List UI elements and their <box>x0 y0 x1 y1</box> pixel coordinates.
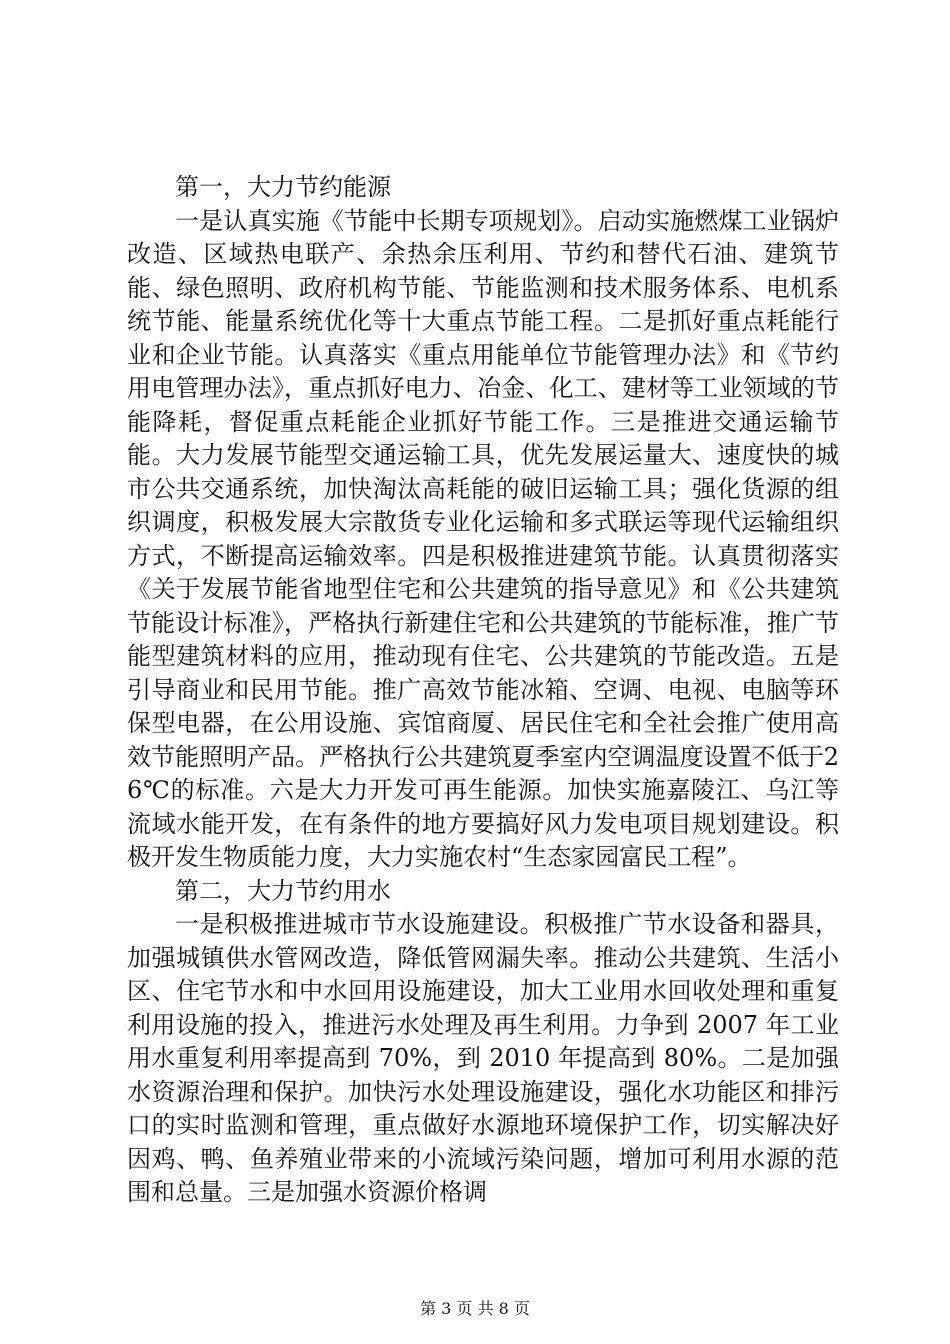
paragraph-energy: 一是认真实施《节能中长期专项规划》。启动实施燃煤工业锅炉改造、区域热电联产、余热余压利用、节约和替代石油、建筑节能、绿色照明、政府机构节能、节能监测和技术服务体系、电机系统节能、能量系统优化等十大重点节能工程。二是抓好重点耗能行业和企业节能。认真落实《重点用能单位节能管理办法》和《节约用电管理办法》，重点抓好电力、冶金、化工、建材等工业领域的节能降耗，督促重点耗能企业抓好节能工作。三是推进交通运输节能。大力发展节能型交通运输工具，优先发展运量大、速度快的城市公共交通系统，加快淘汰高耗能的破旧运输工具；强化货源的组织调度，积极发展大宗散货专业化运输和多式联运等现代运输组织方式，不断提高运输效率。四是积极推进建筑节能。认真贯彻落实《关于发展节能省地型住宅和公共建筑的指导意见》和《公共建筑节能设计标准》，严格执行新建住宅和公共建筑的节能标准，推广节能型建筑材料的应用，推动现有住宅、公共建筑的节能改造。五是引导商业和民用节能。推广高效节能冰箱、空调、电视、电脑等环保型电器，在公用设施、宾馆商厦、居民住宅和全社会推广使用高效节能照明产品。严格执行公共建筑夏季室内空调温度设置不低于26℃的标准。六是大力开发可再生能源。加快实施嘉陵江、乌江等流域水能开发，在有条件的地方要搞好风力发电项目规划建设。积极开发生物质能力度，大力实施农村“生态家园富民工程”。 <box>127 206 839 871</box>
page-number-footer: 第 3 页 共 8 页 <box>420 1299 530 1318</box>
section-heading-energy: 第一，大力节约能源 <box>175 173 391 201</box>
section-heading-water: 第二，大力节约用水 <box>175 876 391 905</box>
document-body <box>127 171 839 1210</box>
paragraph-water: 一是积极推进城市节水设施建设。积极推广节水设备和器具，加强城镇供水管网改造，降低管网漏失率。推动公共建筑、生活小区、住宅节水和中水回用设施建设，加大工业用水回收处理和重复利用设施的投入，推进污水处理及再生利用。力争到 2007 年工业用水重复利用率提高到 70%，到 2010 年提高到 80%。二是加强水资源治理和保护。加快污水处理设施建设，强化水功能区和排污口的实时监测和管理，重点做好水源地环境保护工作，切实解决好因鸡、鸭、鱼养殖业带来的小流域污染问题，增加可利用水源的范围和总量。三是加强水资源价格调 <box>127 910 839 1206</box>
